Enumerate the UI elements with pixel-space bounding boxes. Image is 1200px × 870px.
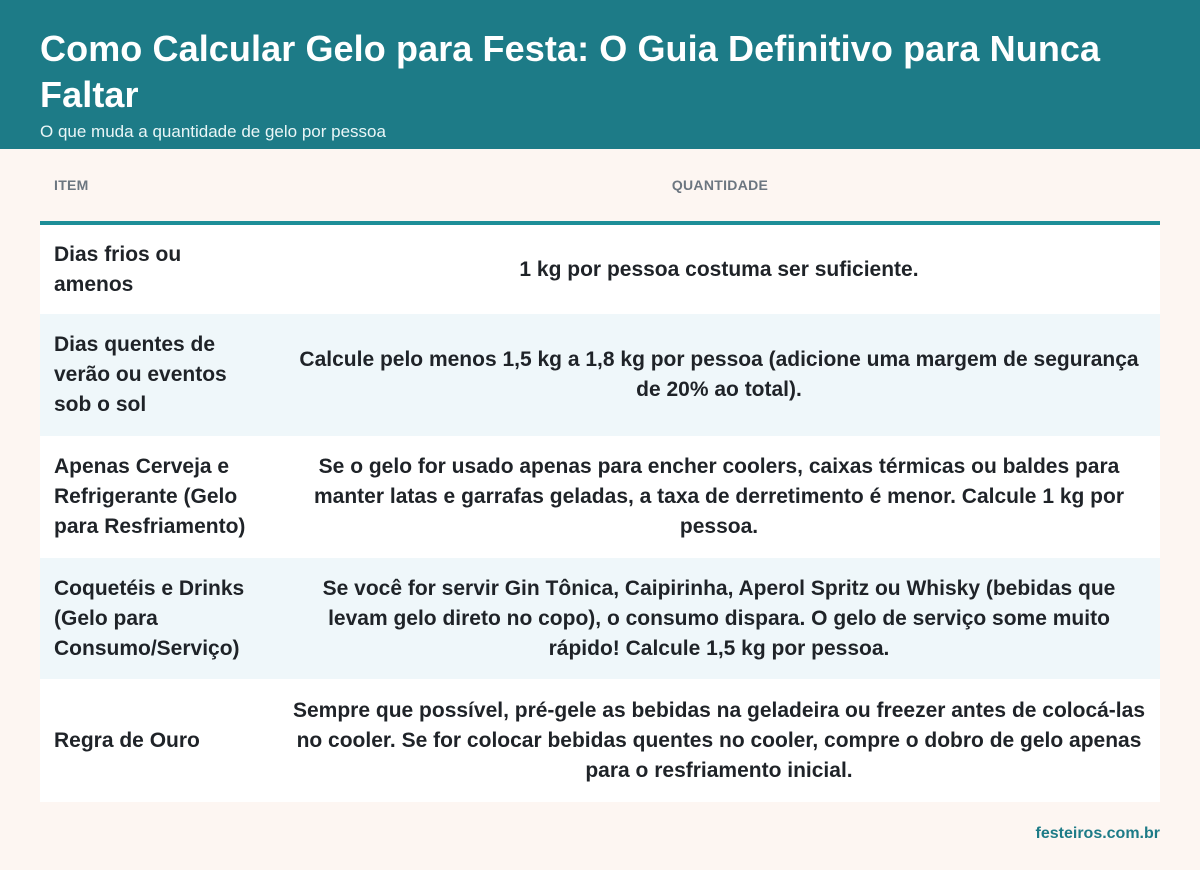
column-header-quantity: QUANTIDADE: [280, 149, 1160, 223]
ice-table-container: [40, 149, 1160, 802]
table-row: [40, 436, 1160, 558]
row-quantity: Se você for servir Gin Tônica, Caipirinha, Aperol Spritz ou Whisky (bebidas que levam gelo direto no copo), o consumo dispara. O gelo de serviço some muito rápido! Calcule 1,5 kg por pessoa.: [322, 576, 1116, 660]
row-item: Apenas Cerveja e Refrigerante (Gelo para Resfriamento): [54, 455, 246, 538]
row-item: Dias frios ou amenos: [54, 242, 182, 296]
table-header-row: [40, 149, 1160, 223]
table-row: [40, 679, 1160, 802]
row-quantity: Se o gelo for usado apenas para encher coolers, caixas térmicas ou baldes para manter latas e garrafas geladas, a taxa de derretimento é menor. Calcule 1 kg por pessoa.: [314, 455, 1124, 538]
table-row: [40, 558, 1160, 679]
row-item: Regra de Ouro: [54, 728, 200, 752]
table-row: [40, 314, 1160, 436]
page-subtitle: O que muda a quantidade de gelo por pessoa: [40, 122, 386, 141]
page-header: [0, 0, 1200, 149]
row-quantity: 1 kg por pessoa costuma ser suficiente.: [519, 257, 919, 281]
row-item: Coquetéis e Drinks (Gelo para Consumo/Serviço): [54, 576, 245, 660]
row-item: Dias quentes de verão ou eventos sob o sol: [54, 333, 227, 416]
table-row: [40, 223, 1160, 314]
column-header-item: ITEM: [40, 149, 280, 223]
row-quantity: Sempre que possível, pré-gele as bebidas na geladeira ou freezer antes de colocá-las no cooler. Se for colocar bebidas quentes no cooler, compre o dobro de gelo apenas para o resfriamento inicial.: [293, 698, 1145, 782]
source-footer: festeiros.com.br: [1035, 825, 1160, 842]
page-title: Como Calcular Gelo para Festa: O Guia Definitivo para Nunca Faltar: [40, 28, 1101, 115]
ice-quantity-table: [40, 149, 1160, 802]
row-quantity: Calcule pelo menos 1,5 kg a 1,8 kg por pessoa (adicione uma margem de segurança de 20% ao total).: [299, 348, 1139, 401]
